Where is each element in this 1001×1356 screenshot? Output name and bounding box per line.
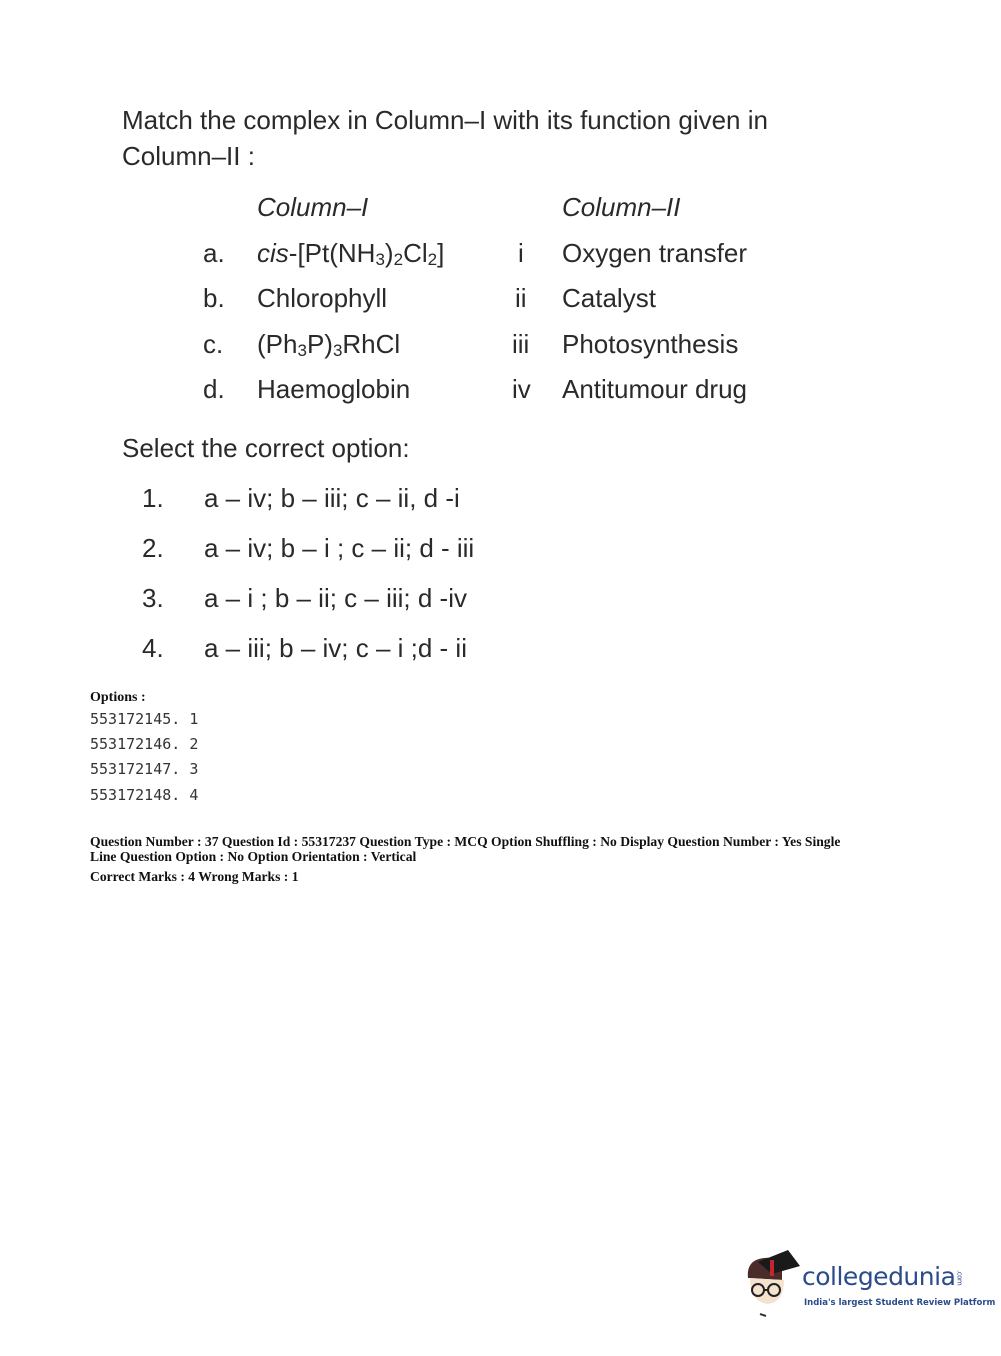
choice-number: 3.: [142, 583, 164, 613]
row-letter: b.: [203, 283, 225, 313]
row-function: Photosynthesis: [562, 329, 739, 359]
row-letter: c.: [203, 329, 224, 359]
mascot-icon: [742, 1250, 804, 1320]
row-roman: iii: [512, 329, 530, 359]
row-letter: d.: [203, 374, 225, 404]
option-id: 553172148. 4: [90, 786, 199, 804]
option-id: 553172145. 1: [90, 710, 199, 728]
choice-number: 1.: [142, 483, 164, 513]
choice-text: a – iii; b – iv; c – i ;d - ii: [204, 633, 467, 663]
row-roman: i: [518, 238, 524, 268]
logo-wordmark: collegedunia.com: [802, 1262, 964, 1291]
column-1-header: Column–I: [257, 192, 369, 222]
row-letter: a.: [203, 238, 225, 268]
row-roman: iv: [512, 374, 531, 404]
choice-number: 2.: [142, 533, 164, 563]
marks-info: Correct Marks : 4 Wrong Marks : 1: [90, 869, 299, 884]
complex-wilkinson: $(Ph_3P)_3RhCl$: [257, 329, 401, 360]
choice-text: a – i ; b – ii; c – iii; d -iv: [204, 583, 467, 613]
row-roman: ii: [515, 283, 527, 313]
option-id: 553172146. 2: [90, 735, 199, 753]
row-function: Catalyst: [562, 283, 656, 313]
collegedunia-logo: [742, 1250, 996, 1320]
choice-number: 4.: [142, 633, 164, 663]
option-id: 553172147. 3: [90, 760, 199, 778]
complex-haemoglobin: Haemoglobin: [257, 374, 411, 404]
question-meta-line-2: Line Question Option : No Option Orientation : Vertical: [90, 849, 417, 864]
select-instruction: Select the correct option:: [122, 433, 410, 463]
complex-cisplatin: cis-$[Pt(NH_3)_2Cl_2]$: [257, 238, 445, 269]
choice-text: a – iv; b – i ; c – ii; d - iii: [204, 533, 475, 563]
options-label: Options :: [90, 690, 146, 705]
row-function: Oxygen transfer: [562, 238, 747, 268]
column-2-header: Column–II: [562, 192, 681, 222]
choice-text: a – iv; b – iii; c – ii, d -i: [204, 483, 460, 513]
question-meta-line-1: Question Number : 37 Question Id : 55317237 Question Type : MCQ Option Shuffling : No Display Question Number : Yes Single: [90, 834, 841, 849]
complex-chlorophyll: Chlorophyll: [257, 283, 388, 313]
question-line-2: Column–II :: [122, 141, 255, 171]
question-line-1: Match the complex in Column–I with its function given in: [122, 105, 768, 135]
logo-tagline: India's largest Student Review Platform: [804, 1298, 996, 1308]
row-function: Antitumour drug: [562, 374, 747, 404]
